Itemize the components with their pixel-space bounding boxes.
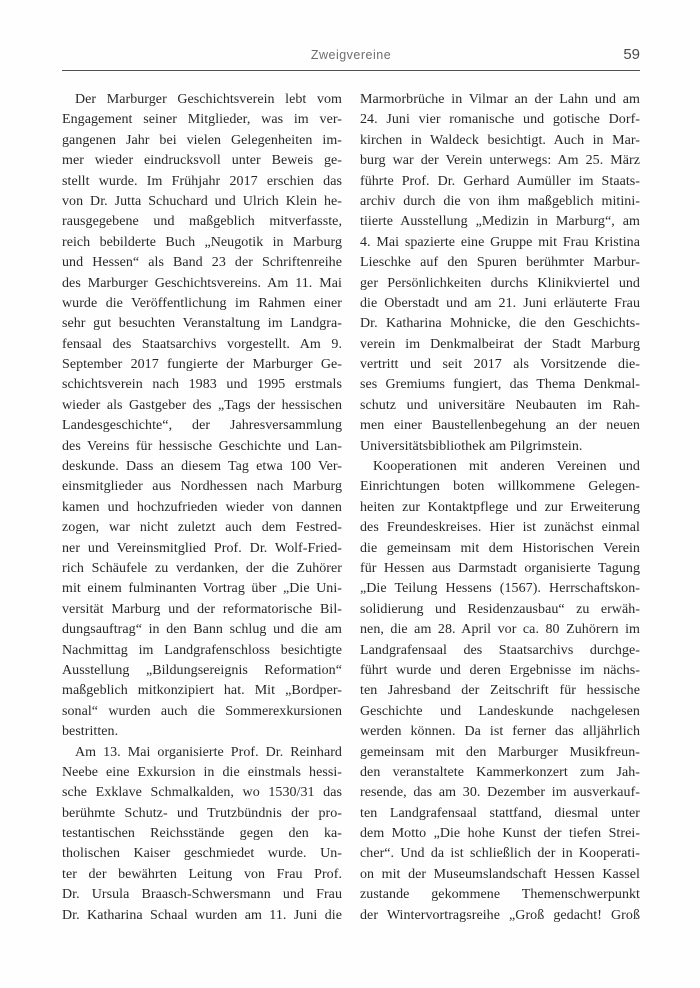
- text-line: Marmorbrüche in Vilmar an der Lahn und am: [360, 92, 640, 107]
- text-line: führte Prof. Dr. Gerhard Aumüller im Staats-: [360, 173, 640, 189]
- text-line: solidierung und Residenzausbau“ zu erwäh-: [360, 601, 640, 617]
- text-column-right: [360, 90, 640, 926]
- text-line: September 2017 fungierte der Marburger Ge-: [62, 357, 342, 373]
- text-line: Neebe eine Exkursion in die einstmals hessi-: [62, 764, 342, 780]
- text-line: Einrichtungen boten willkommene Gelegen-: [360, 479, 640, 495]
- text-line: „Die Teilung Hessens (1567). Herrschaftskon-: [360, 581, 640, 597]
- text-line: maßgeblich mitkonzipiert hat. Mit „Bordper-: [62, 683, 342, 699]
- page-number: 59: [623, 46, 640, 63]
- text-line: schichtsverein nach 1983 und 1995 erstmals: [62, 377, 342, 393]
- text-line: versität Marburg und der reformatorische Bil-: [62, 601, 342, 617]
- page-header: [62, 46, 640, 66]
- text-line: Kooperationen mit anderen Vereinen und: [373, 459, 640, 475]
- text-line: ner und Vereinsmitglied Prof. Dr. Wolf-Fried-: [62, 540, 342, 556]
- text-line: Nachmittag im Landgrafenschloss besichtigte: [62, 642, 342, 658]
- text-line: den veranstaltete Kammerkonzert zum Jah-: [360, 764, 640, 780]
- text-line: schutz und universitäre Neubauten im Rah-: [360, 397, 640, 413]
- text-line: ten Landgrafensaal stattfand, diesmal unter: [360, 805, 640, 821]
- text-line: zogen, war nicht zuletzt auch dem Festred-: [62, 520, 342, 536]
- text-line: cher“. Und da ist schließlich der in Kooperati-: [360, 846, 640, 862]
- text-line: stellt wurde. Im Frühjahr 2017 erschien das: [62, 173, 342, 189]
- text-line: dungsauftrag“ in den Bann schlug und die am: [62, 622, 342, 638]
- text-line: heiten zur Kontaktpflege und zur Erweiterung: [360, 499, 640, 515]
- text-line: des Vereins für hessische Geschichte und Lan-: [62, 438, 342, 454]
- text-line: gemeinsam mit den Marburger Musikfreun-: [360, 744, 640, 760]
- text-line: werden können. Da ist ferner das alljährlich: [360, 724, 640, 740]
- text-line: Dr. Ursula Braasch-Schwersmann und Frau: [62, 887, 342, 903]
- text-line: testantischen Reichsstände gegen den ka-: [62, 826, 342, 842]
- text-line: ter der bewährten Leitung von Frau Prof.: [62, 866, 342, 882]
- text-line: ger Persönlichkeiten durchs Klinikviertel und: [360, 275, 640, 291]
- text-column-left: [62, 90, 342, 926]
- text-line: Geschichte und Landeskunde nachgelesen: [360, 703, 640, 719]
- text-line: zustande gekommene Themenschwerpunkt: [360, 887, 640, 903]
- text-line: men einer Baustellenbegehung an der neuen: [360, 418, 640, 434]
- text-line: ten Jahresband der Zeitschrift für hessische: [360, 683, 640, 699]
- text-line: archiv durch die von ihm maßgeblich mitini-: [360, 193, 640, 209]
- text-line: deskunde. Dass an diesem Tag etwa 100 Ver-: [62, 459, 342, 475]
- text-line: Universitätsbibliothek am Pilgrimstein.: [360, 438, 583, 454]
- text-line: Der Marburger Geschichtsverein lebt vom: [75, 92, 342, 107]
- text-line: Am 13. Mai organisierte Prof. Dr. Reinhard: [75, 744, 342, 760]
- text-line: der Wintervortragsreihe „Groß gedacht! Groß: [360, 907, 640, 923]
- text-line: Landgrafensaal des Staatsarchivs durchge-: [360, 642, 640, 658]
- text-line: Landesgeschichte“, der Jahresversammlung: [62, 418, 342, 434]
- text-line: für Hessen aus Darmstadt organisierte Tagung: [360, 560, 640, 576]
- header-rule: [62, 70, 640, 71]
- text-line: mer wieder eindrucksvoll unter Beweis ge-: [62, 153, 342, 169]
- text-line: vertritt und seit 2017 als Vorsitzende die-: [360, 357, 640, 373]
- text-line: kirchen in Waldeck besichtigt. Auch in Mar-: [360, 132, 640, 148]
- text-line: und Hessen“ als Band 23 der Schriftenreihe: [62, 255, 342, 271]
- text-line: einsmitglieder aus Nordhessen nach Marburg: [62, 479, 342, 495]
- text-line: ses Gremiums fungiert, das Thema Denkmal-: [360, 377, 640, 393]
- text-line: führt wurde und deren Ergebnisse im nächs-: [360, 662, 640, 678]
- text-line: von Dr. Jutta Schuchard und Ulrich Klein he-: [62, 193, 342, 209]
- text-line: 4. Mai spazierte eine Gruppe mit Frau Kristina: [360, 234, 640, 250]
- text-line: des Freundeskreises. Hier ist zunächst einmal: [360, 520, 640, 536]
- text-line: kamen und hochzufrieden wieder von dannen: [62, 499, 342, 515]
- text-line: bestritten.: [62, 724, 119, 740]
- text-line: sonal“ wurden auch die Sommerexkursionen: [62, 703, 342, 719]
- text-line: on mit der Museumslandschaft Hessen Kassel: [360, 866, 640, 882]
- text-line: Engagement seiner Mitglieder, was im ver-: [62, 112, 342, 128]
- text-line: berühmte Schutz- und Trutzbündnis der pro-: [62, 805, 342, 821]
- text-line: gangenen Jahr bei vielen Gelegenheiten im-: [62, 132, 342, 148]
- text-line: die gemeinsam mit dem Historischen Verein: [360, 540, 640, 556]
- text-line: wieder als Gastgeber des „Tags der hessischen: [62, 397, 342, 413]
- body-text: [62, 90, 640, 926]
- text-line: mit einem fulminanten Vortrag über „Die Uni-: [62, 581, 342, 597]
- text-line: reich bebilderte Buch „Neugotik in Marburg: [62, 234, 342, 250]
- running-head-section-title: Zweigvereine: [310, 48, 392, 62]
- text-line: resende, das am 30. Dezember im ausverkauf-: [360, 785, 640, 801]
- text-line: tholischen Kaiser geschmiedet wurde. Un-: [62, 846, 342, 862]
- text-line: dem Motto „Die hohe Kunst der tiefen Strei-: [360, 826, 640, 842]
- text-line: Ausstellung „Bildungsereignis Reformation“: [62, 662, 342, 678]
- text-line: wurde die Veröffentlichung im Rahmen einer: [62, 295, 342, 311]
- text-line: sehr gut besuchten Veranstaltung im Landgra-: [62, 316, 342, 332]
- text-line: Lieschke auf den Spuren berühmter Marbur-: [360, 255, 640, 271]
- text-line: fensaal des Staatsarchivs vorgestellt. Am 9.: [62, 336, 342, 352]
- text-line: 24. Juni vier romanische und gotische Dorf-: [360, 112, 640, 128]
- text-line: Dr. Katharina Mohnicke, die den Geschichts-: [360, 316, 640, 332]
- text-line: sche Exklave Schmalkalden, wo 1530/31 das: [62, 785, 342, 801]
- text-line: rich Schäufele zu verdanken, der die Zuhörer: [62, 560, 342, 576]
- text-line: burg war der Verein unterwegs: Am 25. März: [360, 153, 640, 169]
- text-line: verein im Denkmalbeirat der Stadt Marburg: [360, 336, 640, 352]
- text-line: Dr. Katharina Schaal wurden am 11. Juni die: [62, 907, 342, 923]
- text-line: tiierte Ausstellung „Medizin in Marburg“, am: [360, 214, 640, 230]
- text-line: rausgegebene und maßgeblich mitverfasste,: [62, 214, 342, 230]
- text-line: die Oberstadt und am 21. Juni erläuterte Frau: [360, 295, 640, 311]
- text-line: nen, die am 28. April vor ca. 80 Zuhörern im: [360, 622, 640, 638]
- text-line: des Marburger Geschichtsvereins. Am 11. Mai: [62, 275, 342, 291]
